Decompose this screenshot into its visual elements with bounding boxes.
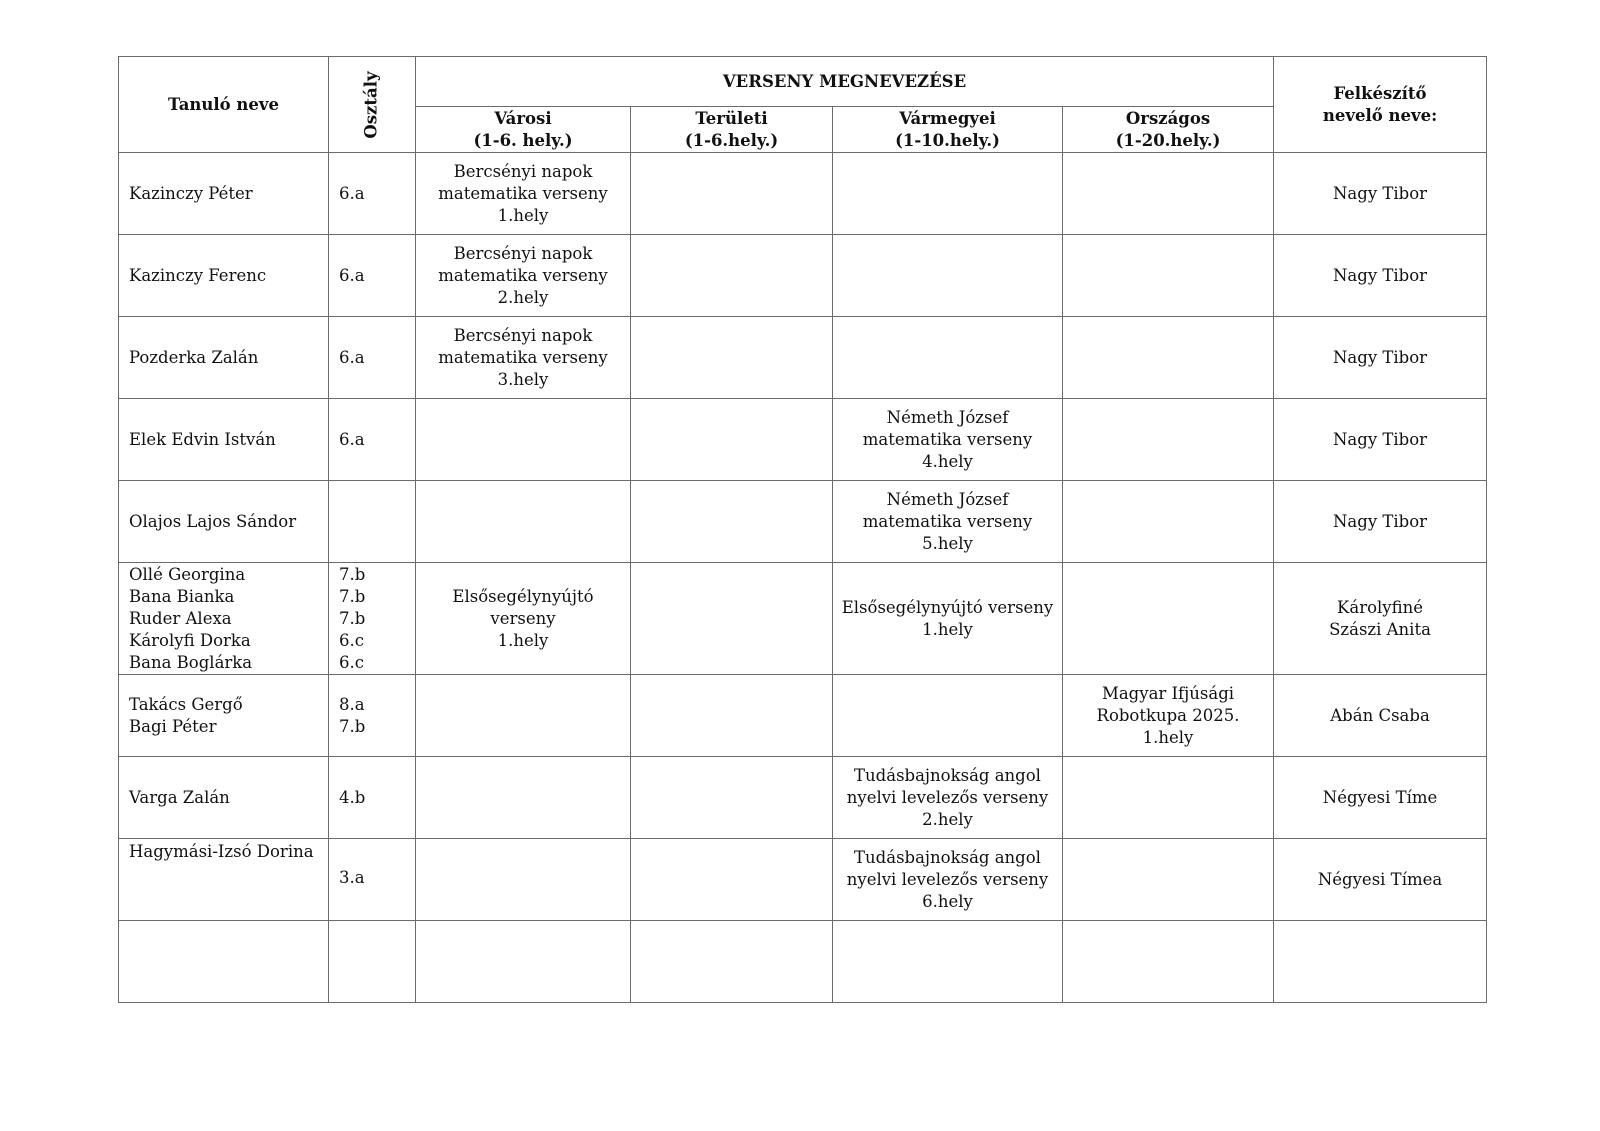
- student-names: Takács Gergő Bagi Péter: [119, 675, 329, 757]
- result-teruleti: [631, 675, 833, 757]
- teacher-name: Négyesi Tímea: [1274, 839, 1487, 921]
- level-name: Vármegyei: [899, 108, 996, 128]
- result-orszagos: Magyar Ifjúsági Robotkupa 2025. 1.hely: [1063, 675, 1274, 757]
- result-varosi: [416, 839, 631, 921]
- student-names-cell: [119, 839, 329, 921]
- student-names: Hagymási-Izsó Dorina: [129, 842, 314, 861]
- table-row: [119, 235, 1487, 317]
- student-classes-cell: [329, 839, 416, 921]
- result-varmegyei: Németh József matematika verseny 5.hely: [833, 481, 1063, 563]
- student-names: Varga Zalán: [119, 757, 329, 839]
- teacher-name: Nagy Tibor: [1274, 235, 1487, 317]
- result-varosi: [416, 399, 631, 481]
- result-varosi: [416, 757, 631, 839]
- table-row: [119, 675, 1487, 757]
- result-orszagos: [1063, 839, 1274, 921]
- teacher-name: [1274, 921, 1487, 1003]
- table-row: [119, 481, 1487, 563]
- teacher-name: Négyesi Tíme: [1274, 757, 1487, 839]
- teacher-name: Nagy Tibor: [1274, 317, 1487, 399]
- table-row: [119, 757, 1487, 839]
- student-classes: 6.a: [329, 235, 416, 317]
- student-classes: 6.a: [329, 153, 416, 235]
- result-orszagos: [1063, 563, 1274, 675]
- table-row: [119, 399, 1487, 481]
- student-names: Pozderka Zalán: [119, 317, 329, 399]
- header-level-varosi: [416, 107, 631, 153]
- result-teruleti: [631, 317, 833, 399]
- result-teruleti: [631, 153, 833, 235]
- header-level-teruleti: [631, 107, 833, 153]
- result-varosi: Bercsényi napok matematika verseny 2.hely: [416, 235, 631, 317]
- teacher-name: Nagy Tibor: [1274, 399, 1487, 481]
- student-classes: 8.a 7.b: [329, 675, 416, 757]
- student-names: Ollé Georgina Bana Bianka Ruder Alexa Károlyfi Dorka Bana Boglárka: [119, 563, 329, 675]
- result-teruleti: [631, 481, 833, 563]
- header-class-label: Osztály: [361, 70, 381, 139]
- header-competition-title: VERSENY MEGNEVEZÉSE: [416, 57, 1274, 107]
- result-varosi: Bercsényi napok matematika verseny 1.hely: [416, 153, 631, 235]
- student-classes: 7.b 7.b 7.b 6.c 6.c: [329, 563, 416, 675]
- level-range: (1-6.hely.): [684, 130, 779, 150]
- student-classes: [329, 481, 416, 563]
- student-classes: 4.b: [329, 757, 416, 839]
- result-orszagos: [1063, 153, 1274, 235]
- result-varmegyei: [833, 235, 1063, 317]
- result-varmegyei: [833, 317, 1063, 399]
- result-orszagos: [1063, 399, 1274, 481]
- table-row: [119, 153, 1487, 235]
- teacher-name: Károlyfiné Szászi Anita: [1274, 563, 1487, 675]
- level-range: (1-10.hely.): [895, 130, 1000, 150]
- result-varosi: [416, 675, 631, 757]
- level-range: (1-6. hely.): [473, 130, 573, 150]
- header-level-orszagos: [1063, 107, 1274, 153]
- level-range: (1-20.hely.): [1115, 130, 1221, 150]
- result-teruleti: [631, 399, 833, 481]
- result-varosi: [416, 921, 631, 1003]
- competition-results-table: [118, 56, 1487, 1003]
- result-orszagos: [1063, 481, 1274, 563]
- teacher-name: Nagy Tibor: [1274, 153, 1487, 235]
- table-row: [119, 921, 1487, 1003]
- student-names: Elek Edvin István: [119, 399, 329, 481]
- level-name: Területi: [695, 108, 768, 128]
- teacher-name: Abán Csaba: [1274, 675, 1487, 757]
- student-classes: 3.a: [339, 868, 365, 887]
- student-names: Olajos Lajos Sándor: [119, 481, 329, 563]
- student-names: Kazinczy Péter: [119, 153, 329, 235]
- result-teruleti: [631, 839, 833, 921]
- header-class: [329, 57, 416, 153]
- student-classes: 6.a: [329, 399, 416, 481]
- result-varmegyei: Tudásbajnokság angol nyelvi levelezős verseny 2.hely: [833, 757, 1063, 839]
- result-varosi: Elsősegélynyújtó verseny 1.hely: [416, 563, 631, 675]
- student-classes: [329, 921, 416, 1003]
- table-row: [119, 563, 1487, 675]
- level-name: Országos: [1125, 108, 1211, 128]
- result-varmegyei: Tudásbajnokság angol nyelvi levelezős verseny 6.hely: [833, 839, 1063, 921]
- student-classes: 6.a: [329, 317, 416, 399]
- student-names: [119, 921, 329, 1003]
- header-student-name: Tanuló neve: [119, 57, 329, 153]
- result-varmegyei: [833, 921, 1063, 1003]
- result-varosi: [416, 481, 631, 563]
- result-orszagos: [1063, 317, 1274, 399]
- result-varmegyei: [833, 153, 1063, 235]
- header-teacher: Felkészítő nevelő neve:: [1274, 57, 1487, 153]
- result-teruleti: [631, 921, 833, 1003]
- result-orszagos: [1063, 757, 1274, 839]
- result-varosi: Bercsényi napok matematika verseny 3.hely: [416, 317, 631, 399]
- result-teruleti: [631, 563, 833, 675]
- result-varmegyei: [833, 675, 1063, 757]
- result-varmegyei: Elsősegélynyújtó verseny 1.hely: [833, 563, 1063, 675]
- result-teruleti: [631, 757, 833, 839]
- result-orszagos: [1063, 235, 1274, 317]
- result-varmegyei: Németh József matematika verseny 4.hely: [833, 399, 1063, 481]
- table-row: [119, 839, 1487, 921]
- student-names: Kazinczy Ferenc: [119, 235, 329, 317]
- teacher-name: Nagy Tibor: [1274, 481, 1487, 563]
- result-orszagos: [1063, 921, 1274, 1003]
- table-row: [119, 317, 1487, 399]
- level-name: Városi: [494, 108, 552, 128]
- header-level-varmegyei: [833, 107, 1063, 153]
- result-teruleti: [631, 235, 833, 317]
- competition-results-sheet: [118, 56, 1487, 1003]
